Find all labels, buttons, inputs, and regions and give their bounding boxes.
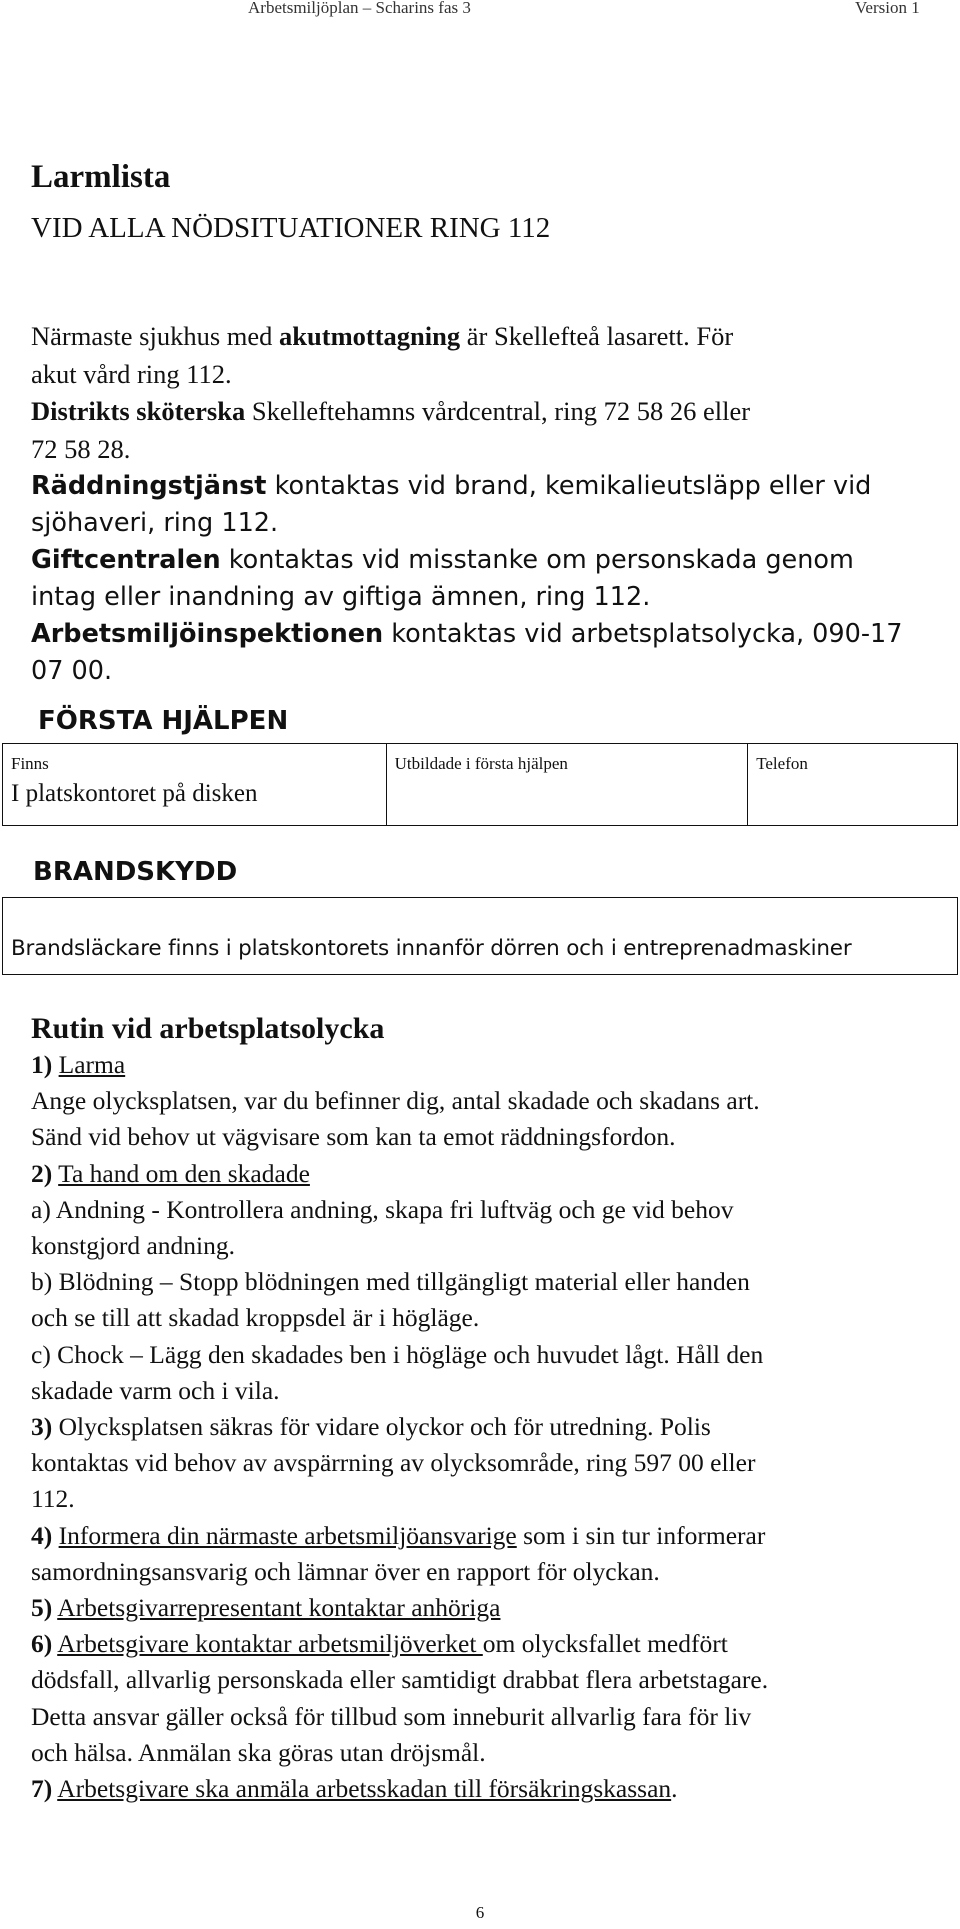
step-1-heading: 1) Larma — [31, 1050, 126, 1079]
step-2c: c) Chock – Lägg den skadades ben i högläge och huvudet lågt. Håll den skadade varm och i vila. — [31, 1339, 764, 1405]
larmlista-title: Larmlista — [31, 159, 171, 195]
trained-cell — [386, 744, 748, 826]
fire-extinguisher-text: Brandsläckare finns i platskontorets innanför dörren och i entreprenadmaskiner — [11, 936, 852, 961]
step-2a: a) Andning - Kontrollera andning, skapa fri luftväg och ge vid behov konstgjord andning. — [31, 1194, 734, 1261]
step-4: 4) Informera din närmaste arbetsmiljöansvarige som i sin tur informerar samordningsansvarig och lämnar över en rapport för olyckan. — [31, 1520, 766, 1586]
location-label: Finns — [11, 754, 49, 773]
step-7: 7) Arbetsgivare ska anmäla arbetsskadan till försäkringskassan. — [31, 1774, 678, 1804]
poison-paragraph: Giftcentralen kontaktas vid misstanke om personskada genom intag eller inandning av giftiga ämnen, ring 112. — [31, 545, 854, 612]
inspection-paragraph: Arbetsmiljöinspektionen kontaktas vid arbetsplatsolycka, 090-17 07 00. — [31, 619, 903, 686]
step-5: 5) Arbetsgivarrepresentant kontaktar anhöriga — [31, 1593, 501, 1623]
page-header — [0, 0, 960, 20]
page-number: 6 — [475, 1903, 485, 1922]
rescue-paragraph: Räddningstjänst kontaktas vid brand, kemikalieutsläpp eller vid sjöhaveri, ring 112. — [31, 471, 872, 538]
trained-label: Utbildade i första hjälpen — [394, 754, 568, 773]
fire-safety-table — [2, 897, 958, 975]
header-version: Version 1 — [855, 0, 920, 17]
hospital-paragraph: Närmaste sjukhus med akutmottagning är Skellefteå lasarett. För akut vård ring 112. — [31, 321, 734, 389]
header-doc-title: Arbetsmiljöplan – Scharins fas 3 — [248, 0, 471, 17]
larmlista-contacts — [31, 318, 951, 690]
step-3: 3) Olycksplatsen säkras för vidare olyckor och för utredning. Polis kontaktas vid behov av avspärrning av olycksområde, ring 597 00 eller 112. — [31, 1412, 756, 1514]
first-aid-location-cell — [3, 744, 387, 826]
step-1-line-2: Sänd vid behov ut vägvisare som kan ta emot räddningsfordon. — [31, 1122, 676, 1152]
step-2-heading: 2) Ta hand om den skadade — [31, 1158, 310, 1188]
fire-safety-cell — [3, 898, 958, 975]
phone-label: Telefon — [756, 754, 808, 773]
nurse-paragraph: Distrikts sköterska Skelleftehamns vårdcentral, ring 72 58 26 eller 72 58 28. — [31, 396, 751, 464]
emergency-notice: VID ALLA NÖDSITUATIONER RING 112 — [31, 212, 551, 244]
phone-cell — [748, 744, 958, 826]
step-1-line-1: Ange olycksplatsen, var du befinner dig, antal skadade och skadans art. — [31, 1086, 760, 1116]
first-aid-table — [2, 743, 958, 826]
step-6: 6) Arbetsgivare kontaktar arbetsmiljöverket om olycksfallet medfört dödsfall, allvarlig personskada eller samtidigt drabbat flera arbetstagare. Detta ansvar gäller också för tillbud som inneburit allvarlig fara för liv och hälsa. Anmälan ska göras utan dröjsmål. — [31, 1629, 769, 1767]
routine-title: Rutin vid arbetsplatsolycka — [31, 1012, 385, 1045]
routine-steps — [31, 1047, 951, 1807]
fire-safety-heading: BRANDSKYDD — [33, 857, 238, 887]
first-aid-heading: FÖRSTA HJÄLPEN — [38, 706, 289, 736]
location-value: I platskontoret på disken — [11, 780, 258, 807]
step-2b: b) Blödning – Stopp blödningen med tillgängligt material eller handen och se till att skadad kroppsdel är i högläge. — [31, 1267, 750, 1333]
